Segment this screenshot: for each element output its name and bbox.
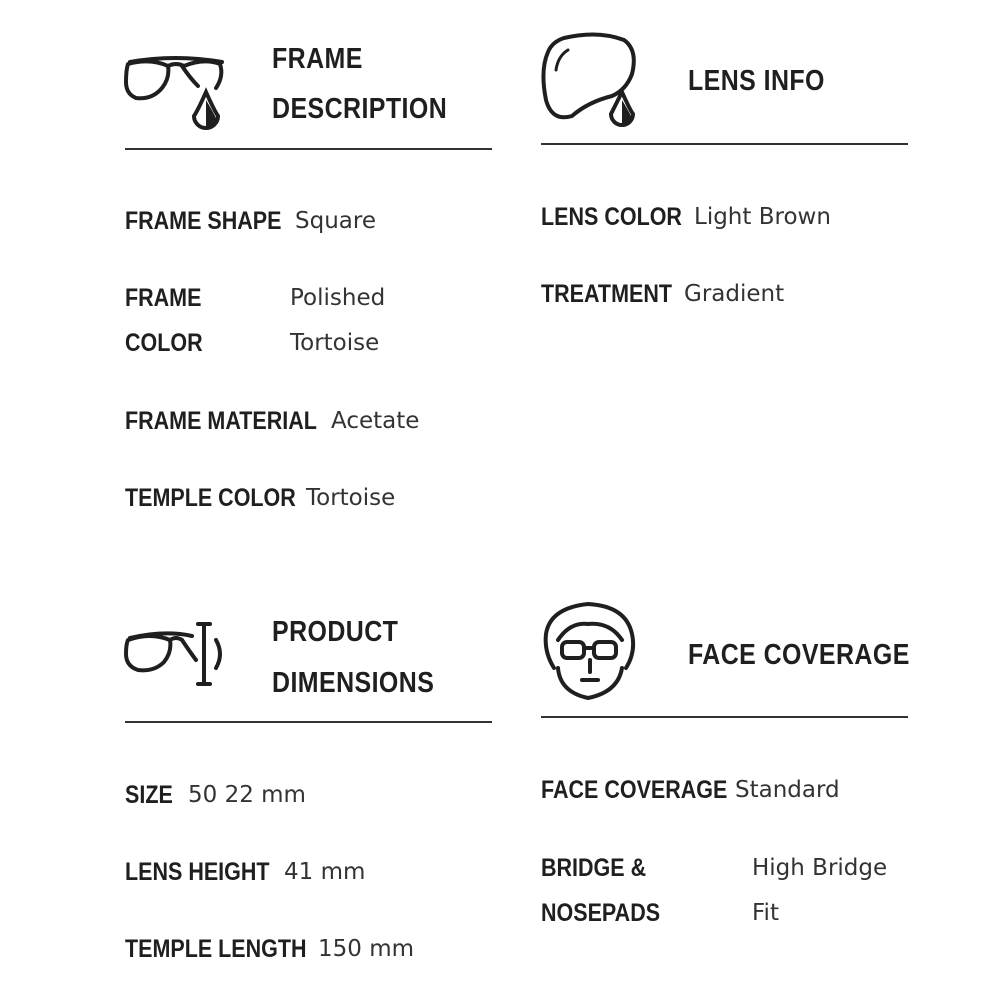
product-dimensions-title-line1: PRODUCT xyxy=(272,616,399,648)
lens-info-divider xyxy=(541,143,908,145)
lens-drop-icon xyxy=(538,30,648,135)
bridge-nosepads-value-line1: High Bridge xyxy=(752,855,888,881)
frame-shape-value: Square xyxy=(295,208,376,234)
treatment-label: TREATMENT xyxy=(541,280,672,308)
frame-color-value-line1: Polished xyxy=(290,285,386,311)
frame-color-label-line1: FRAME xyxy=(125,284,202,312)
temple-length-value: 150 mm xyxy=(318,936,415,962)
face-coverage-divider xyxy=(541,716,908,718)
product-dimensions-divider xyxy=(125,721,492,723)
bridge-nosepads-label-line2: NOSEPADS xyxy=(541,899,661,927)
frame-shape-label: FRAME SHAPE xyxy=(125,207,282,235)
temple-color-label: TEMPLE COLOR xyxy=(125,484,296,512)
lens-color-label: LENS COLOR xyxy=(541,203,682,231)
face-with-glasses-icon xyxy=(540,600,640,705)
frame-material-value: Acetate xyxy=(331,408,420,434)
temple-length-label: TEMPLE LENGTH xyxy=(125,935,307,963)
frame-description-title-line2: DESCRIPTION xyxy=(272,93,448,125)
face-coverage-value: Standard xyxy=(735,777,840,803)
lens-height-value: 41 mm xyxy=(284,859,366,885)
lens-height-label: LENS HEIGHT xyxy=(125,858,270,886)
treatment-value: Gradient xyxy=(684,281,785,307)
bridge-nosepads-value-line2: Fit xyxy=(752,900,779,926)
size-value: 50 22 mm xyxy=(188,782,306,808)
frame-color-label-line2: COLOR xyxy=(125,329,203,357)
lens-color-value: Light Brown xyxy=(694,204,831,230)
face-coverage-title: FACE COVERAGE xyxy=(688,639,910,671)
size-label: SIZE xyxy=(125,781,173,809)
frame-color-value-line2: Tortoise xyxy=(290,330,380,356)
bridge-nosepads-label-line1: BRIDGE & xyxy=(541,854,647,882)
aviator-glasses-drop-icon xyxy=(120,50,230,135)
face-coverage-label: FACE COVERAGE xyxy=(541,776,728,804)
glasses-measure-icon xyxy=(120,618,230,693)
product-dimensions-title-line2: DIMENSIONS xyxy=(272,667,435,699)
temple-color-value: Tortoise xyxy=(306,485,396,511)
lens-info-title: LENS INFO xyxy=(688,65,825,97)
frame-description-divider xyxy=(125,148,492,150)
frame-description-title-line1: FRAME xyxy=(272,43,363,75)
frame-material-label: FRAME MATERIAL xyxy=(125,407,317,435)
